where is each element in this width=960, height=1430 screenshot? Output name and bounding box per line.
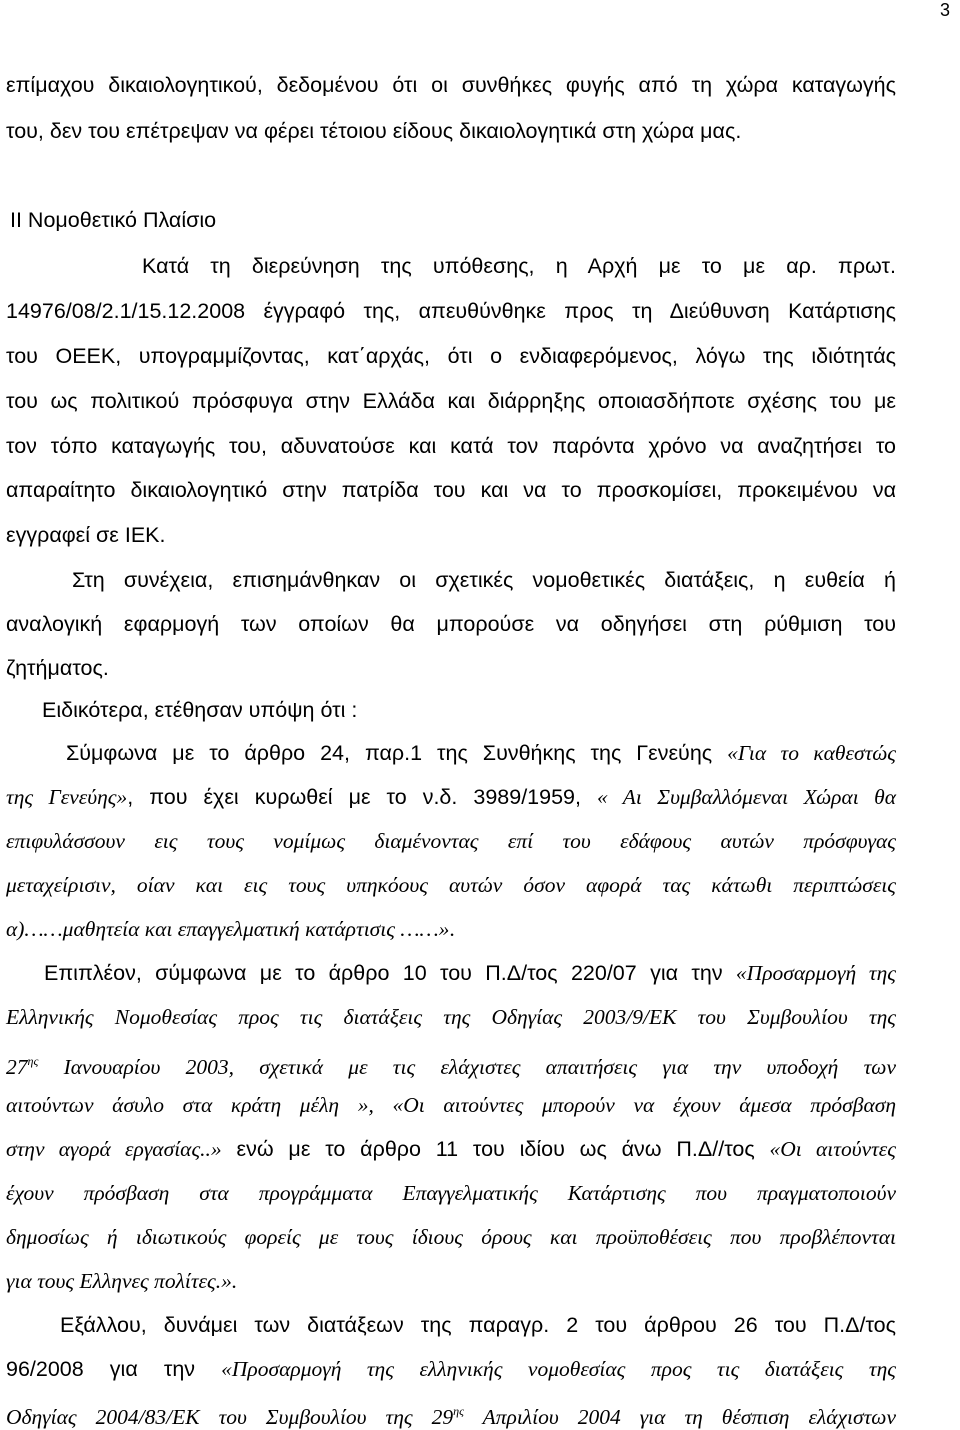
text-line: επίμαχου δικαιολογητικού, δεδομένου ότι οι συνθήκες φυγής από τη χώρα καταγωγής — [6, 73, 896, 97]
quote-line — [6, 1398, 896, 1430]
text-span: 96/2008 για την — [6, 1357, 222, 1381]
quote-line — [6, 916, 896, 942]
quote-line: αιτούντων άσυλο στα κράτη μέλη », «Οι αιτούντες μπορούν να έχουν άμεσα πρόσβαση — [6, 1093, 896, 1117]
quote-span: «Για το καθεστώς — [727, 741, 896, 765]
quote-line: επιφυλάσσουν εις τους νομίμως διαμένοντας επί του εδάφους αυτών πρόσφυγας — [6, 829, 896, 853]
text-line — [44, 960, 896, 986]
text-span: Επιπλέον, σύμφωνα με το άρθρο 10 του Π.Δ/τος 220/07 για την — [44, 961, 736, 985]
text-span: Ιανουαρίου 2003, σχετικά με τις ελάχιστες απαιτήσεις για την υποδοχή των — [38, 1055, 896, 1079]
quote-line: δημοσίως ή ιδιωτικούς φορείς με τους ίδιους όρους και προϋποθέσεις που προβλέπονται — [6, 1225, 896, 1249]
text-line: εγγραφεί σε ΙΕΚ. — [6, 523, 166, 547]
text-line: τον τόπο καταγωγής του, αδυνατούσε και κατά τον παρόντα χρόνο να αναζητήσει το — [6, 434, 896, 458]
text-span: . — [449, 917, 455, 941]
text-line: Στη συνέχεια, επισημάνθηκαν οι σχετικές νομοθετικές διατάξεις, η ευθεία ή — [72, 568, 896, 592]
text-line: Ειδικότερα, ετέθησαν υπόψη ότι : — [42, 698, 358, 722]
text-span: 27 — [6, 1055, 28, 1079]
quote-line: Ελληνικής Νομοθεσίας προς τις διατάξεις της Οδηγίας 2003/9/ΕΚ του Συμβουλίου της — [6, 1005, 896, 1029]
superscript: ης — [453, 1404, 464, 1418]
text-span: Οδηγίας 2004/83/ΕΚ του Συμβουλίου της 29 — [6, 1405, 454, 1429]
page-number: 3 — [939, 0, 950, 20]
text-line: απαραίτητο δικαιολογητικό στην πατρίδα του και να το προσκομίσει, προκειμένου να — [6, 478, 896, 502]
quote-span: « Αι Συμβαλλόμεναι Χώραι θα — [597, 785, 897, 809]
text-line: Εξάλλου, δυνάμει των διατάξεων της παραγρ. 2 του άρθρου 26 του Π.Δ/τος — [60, 1313, 896, 1337]
quote-span: στην αγορά εργασίας..» — [6, 1137, 222, 1161]
text-line — [6, 784, 896, 810]
quote-line: για τους Ελληνες πολίτες.». — [6, 1269, 238, 1293]
text-span: Σύμφωνα με το άρθρο 24, παρ.1 της Συνθήκης της Γενεύης — [66, 741, 728, 765]
quote-line: έχουν πρόσβαση στα προγράμματα Επαγγελματικής Κατάρτισης που πραγματοποιούν — [6, 1181, 896, 1205]
text-line — [6, 1136, 896, 1162]
text-line — [66, 740, 896, 766]
text-span: , που έχει κυρωθεί με το ν.δ. 3989/1959, — [127, 785, 597, 809]
text-line: του ΟΕΕΚ, υπογραμμίζοντας, κατ΄αρχάς, ότι ο ενδιαφερόμενος, λόγω της ιδιότητάς — [6, 344, 896, 368]
quote-line — [6, 1048, 896, 1080]
text-line: αναλογική εφαρμογή των οποίων θα μπορούσε να οδηγήσει στη ρύθμιση του — [6, 612, 896, 636]
text-line: του ως πολιτικού πρόσφυγα στην Ελλάδα και διάρρηξης οποιασδήποτε σχέσης του με — [6, 389, 896, 413]
text-span: Απριλίου 2004 για τη θέσπιση ελάχιστων — [463, 1405, 896, 1429]
text-line: ζητήματος. — [6, 656, 109, 680]
section-heading: ΙΙ Νομοθετικό Πλαίσιο — [10, 208, 217, 232]
text-line: του, δεν του επέτρεψαν να φέρει τέτοιου είδους δικαιολογητικά στη χώρα μας. — [6, 119, 742, 143]
quote-span: «Οι αιτούντες — [769, 1137, 896, 1161]
quote-span: της Γενεύης» — [6, 785, 128, 809]
quote-span: «Προσαρμογή της ελληνικής νομοθεσίας προς τις διατάξεις της — [221, 1357, 896, 1381]
quote-span: α)……μαθητεία και επαγγελματική κατάρτισις ……» — [6, 917, 450, 941]
text-line: Κατά τη διερεύνηση της υπόθεσης, η Αρχή με το με αρ. πρωτ. — [142, 254, 896, 278]
quote-span: «Προσαρμογή της — [735, 961, 896, 985]
text-line: 14976/08/2.1/15.12.2008 έγγραφό της, απευθύνθηκε προς τη Διεύθυνση Κατάρτισης — [6, 299, 896, 323]
text-span: ενώ με το άρθρο 11 του ιδίου ως άνω Π.Δ//τος — [221, 1137, 770, 1161]
superscript: ης — [27, 1054, 39, 1068]
quote-line: μεταχείρισιν, οίαν και εις τους υπηκόους αυτών όσον αφορά τας κάτωθι περιπτώσεις — [6, 873, 896, 897]
text-line — [6, 1356, 896, 1382]
